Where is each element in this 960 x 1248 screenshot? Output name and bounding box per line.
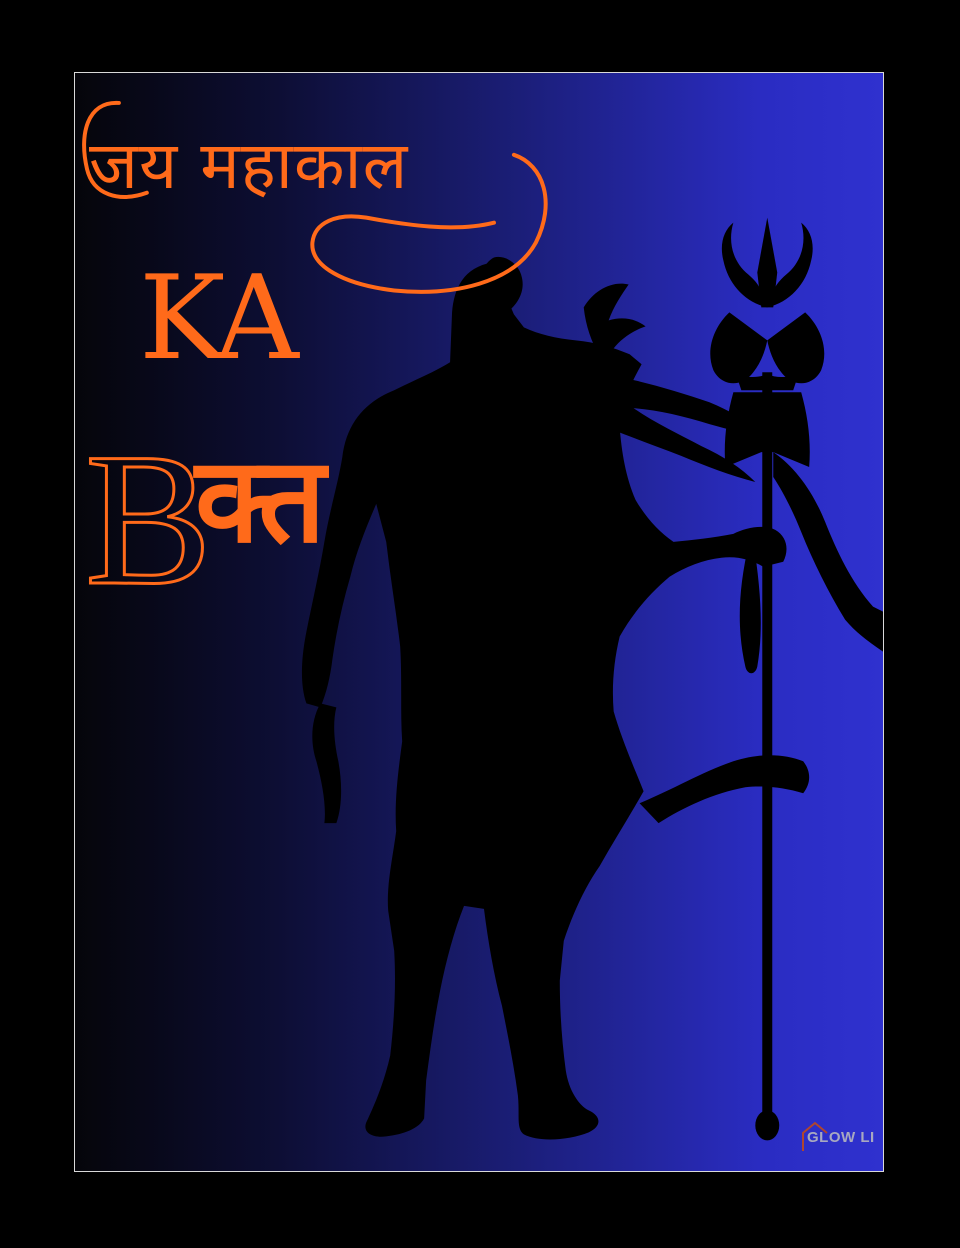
glow-watermark xyxy=(801,1119,884,1153)
watermark-text: GLOW LI xyxy=(807,1129,875,1146)
bhakt-b-letter: B xyxy=(85,415,212,625)
ka-text: KA xyxy=(139,251,293,386)
poster-canvas xyxy=(74,72,884,1172)
bhakt-devanagari-text: क्त xyxy=(195,431,326,569)
jai-mahakal-text: जय महाकाल xyxy=(89,127,409,204)
